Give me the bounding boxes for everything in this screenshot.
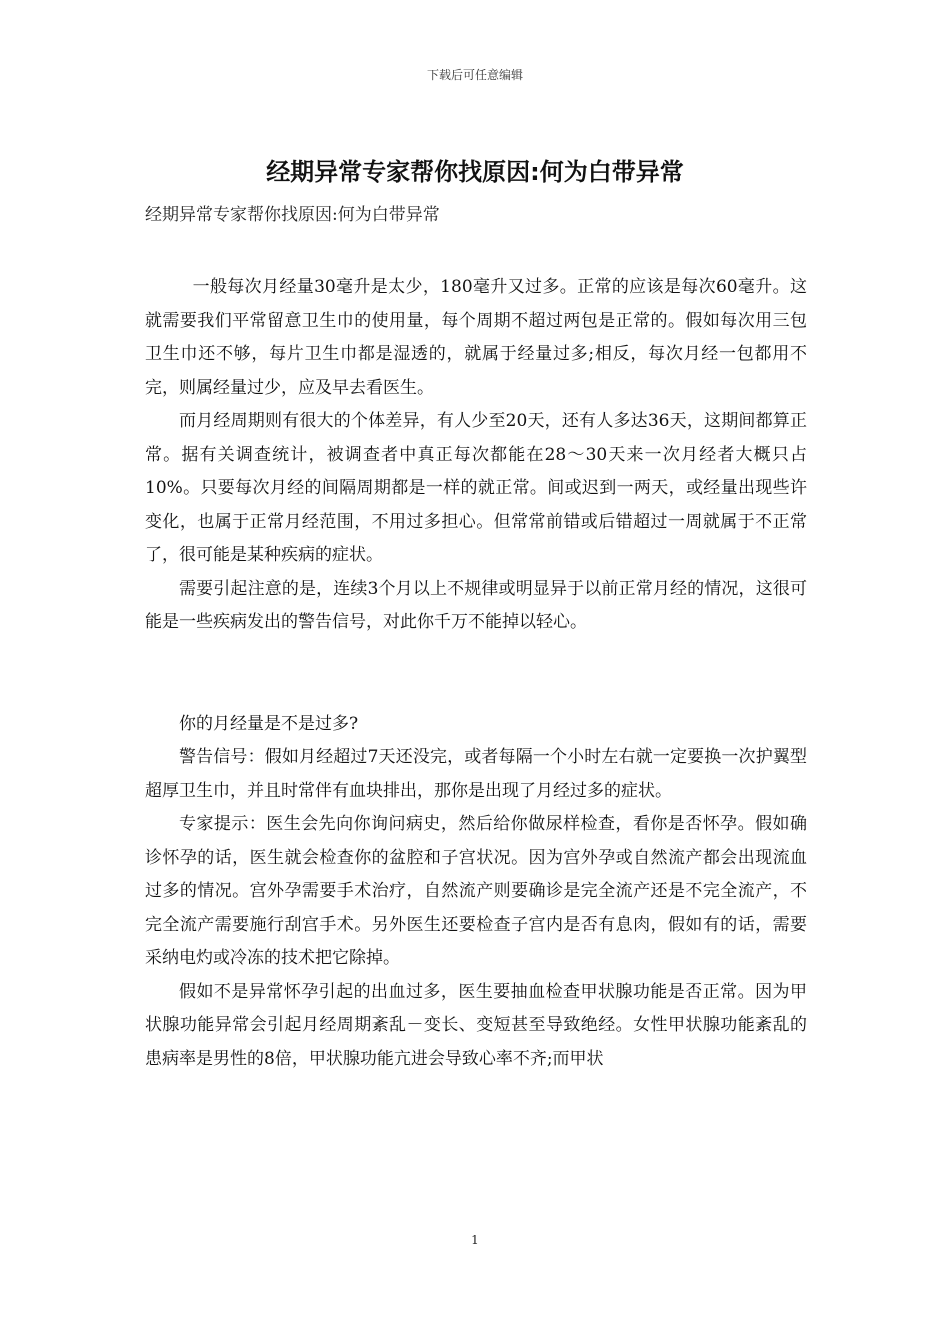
- page-number: 1: [471, 1233, 479, 1247]
- document-title: 经期异常专家帮你找原因:何为白带异常: [266, 158, 684, 186]
- section-spacer: [145, 640, 807, 708]
- paragraph: 一般每次月经量30毫升是太少，180毫升又过多。正常的应该是每次60毫升。这就需要我们平常留意卫生巾的使用量，每个周期不超过两包是正常的。假如每次用三包卫生巾还不够，每片卫生巾都是湿透的，就属于经量过多;相反，每次月经一包都用不完，则属经量过少，应及早去看医生。: [145, 277, 807, 398]
- paragraph: 而月经周期则有很大的个体差异，有人少至20天，还有人多达36天，这期间都算正常。据有关调查统计，被调查者中真正每次都能在28～30天来一次月经者大概只占10%。只要每次月经的间隔周期都是一样的就正常。间或迟到一两天，或经量出现些许变化，也属于正常月经范围，不用过多担心。但常常前错或后错超过一周就属于不正常了，很可能是某种疾病的症状。: [145, 411, 807, 565]
- section-heading: 你的月经量是不是过多?: [179, 713, 359, 734]
- paragraph: 专家提示：医生会先向你询问病史，然后给你做尿样检查，看你是否怀孕。假如确诊怀孕的话，医生就会检查你的盆腔和子宫状况。因为宫外孕或自然流产都会出现流血过多的情况。宫外孕需要手术治疗，自然流产则要确诊是完全流产还是不完全流产，不完全流产需要施行刮宫手术。另外医生还要检查子宫内是否有息肉，假如有的话，需要采纳电灼或冷冻的技术把它除掉。: [145, 814, 807, 968]
- header-note: 下载后可任意编辑: [426, 68, 523, 82]
- document-body: [145, 271, 807, 1076]
- document-subtitle: 经期异常专家帮你找原因:何为白带异常: [145, 205, 440, 225]
- paragraph: 假如不是异常怀孕引起的出血过多，医生要抽血检查甲状腺功能是否正常。因为甲状腺功能异常会引起月经周期紊乱－变长、变短甚至导致绝经。女性甲状腺功能紊乱的患病率是男性的8倍，甲状腺功能亢进会导致心率不齐;而甲状: [145, 981, 807, 1069]
- paragraph: 需要引起注意的是，连续3个月以上不规律或明显异于以前正常月经的情况，这很可能是一些疾病发出的警告信号，对此你千万不能掉以轻心。: [145, 578, 807, 632]
- paragraph: 警告信号：假如月经超过7天还没完，或者每隔一个小时左右就一定要换一次护翼型超厚卫生巾，并且时常伴有血块排出，那你是出现了月经过多的症状。: [145, 747, 807, 801]
